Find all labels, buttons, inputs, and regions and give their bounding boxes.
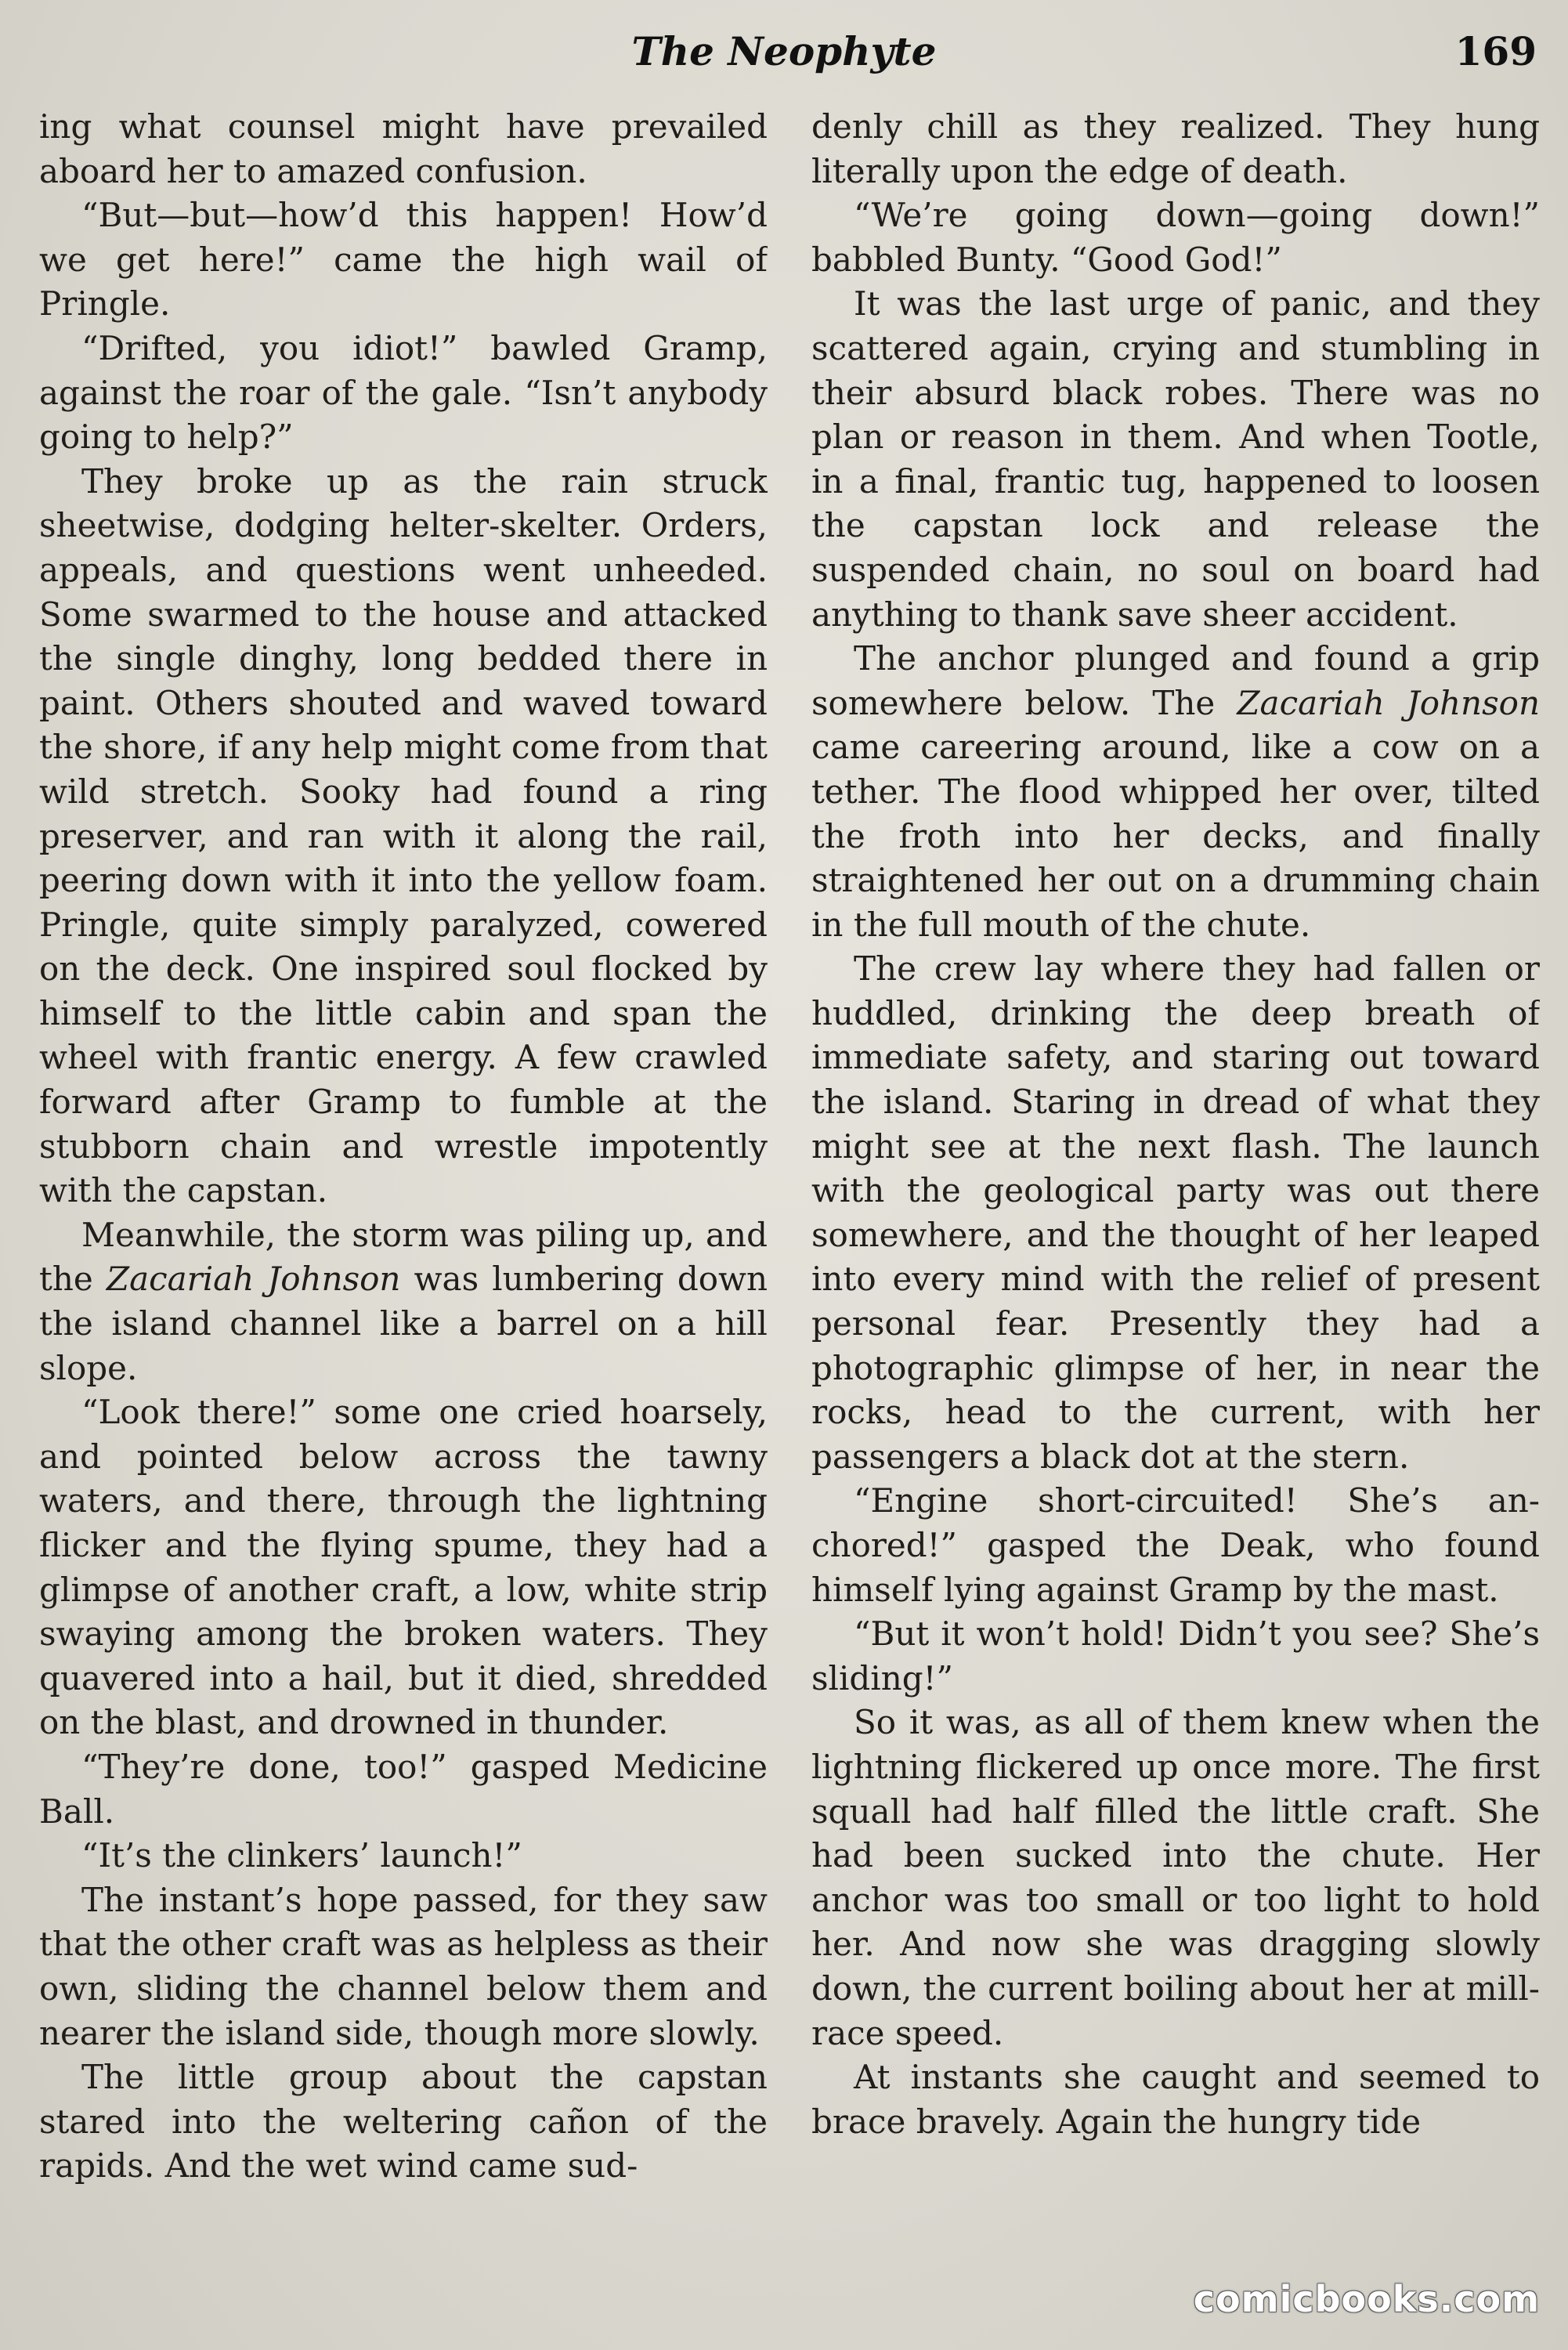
paragraph: “Look there!” some one cried hoarsely, and pointed below across the tawny waters, and there, through the lightning flicker and the flying spume, they had a glimpse of another craft, a low, white strip swaying among the broken waters. They quavered into a hail, but it died, shredded on the blast, and drowned in thunder.: [39, 1393, 768, 1742]
paragraph: The little group about the capstan stared into the weltering cañon of the rapids. And the wet wind came sud-: [39, 2058, 768, 2186]
paragraph: “But it won’t hold! Didn’t you see? She’s sliding!”: [811, 1614, 1540, 1697]
paragraph-text: was lumbering down the island channel like a barrel on a hill slope.: [39, 1260, 768, 1387]
paragraph-text: came careering around, like a cow on a tether. The flood whipped her over, tilted the froth into her decks, and finally straightened her out on a drumming chain in the full mouth of the chute.: [811, 728, 1540, 944]
paragraph: “It’s the clinkers’ launch!”: [81, 1836, 522, 1875]
watermark: comicbooks.com: [1193, 2278, 1540, 2320]
paragraph: “We’re going down—going down!” babbled Bunty. “Good God!”: [811, 196, 1540, 279]
paragraph: They broke up as the rain struck sheetwise, dodging helter-skelter. Orders, appeals, and questions went unheeded. Some swarmed to the house and attacked the single dinghy, long bedded there in paint. Others shouted and waved toward the shore, if any help might come from that wild stretch. Sooky had found a ring preserver, and ran with it along the rail, peering down with it into the yellow foam. Pringle, quite simply paralyzed, cowered on the deck. One inspired soul flocked by himself to the little cabin and span the wheel with frantic energy. A few crawled forward after Gramp to fumble at the stubborn chain and wrestle impotently with the capstan.: [39, 461, 768, 1210]
ship-name: Zacariah Johnson: [106, 1260, 401, 1299]
paragraph: “Drifted, you idiot!” bawled Gramp, against the roar of the gale. “Isn’t anybody going to help?”: [39, 328, 768, 457]
paragraph-text: The anchor plunged and found a grip somewhere below. The: [811, 639, 1540, 722]
paragraph: The crew lay where they had fallen or huddled, drinking the deep breath of immediate safety, and staring out toward the island. Staring in dread of what they might see at the next flash. The launch with the geological party was out there somewhere, and the thought of her leaped into every mind with the relief of present personal fear. Presently they had a photographic glimpse of her, in near the rocks, head to the current, with her passengers a black dot at the stern.: [811, 949, 1540, 1476]
paragraph: So it was, as all of them knew when the lightning flickered up once more. The first squall had half filled the little craft. She had been sucked into the chute. Her anchor was too small or too light to hold her. And now she was dragging slowly down, the current boiling about her at mill-race speed.: [811, 1703, 1540, 2052]
paragraph: [811, 637, 1540, 947]
paragraph: At instants she caught and seemed to brace bravely. Again the hungry tide: [811, 2058, 1540, 2141]
page-number: 169: [1454, 28, 1537, 74]
right-text-column: [811, 105, 1540, 2330]
paragraph: “They’re done, too!” gasped Medicine Ball.: [39, 1747, 768, 1831]
paragraph: It was the last urge of panic, and they scattered again, crying and stumbling in their absurd black robes. There was no plan or reason in them. And when Tootle, in a final, frantic tug, happened to loosen the capstan lock and release the suspended chain, no soul on board had anything to thank save sheer accident.: [811, 284, 1540, 634]
paragraph-text: Meanwhile, the storm was piling up, and the: [39, 1215, 768, 1299]
paragraph: denly chill as they realized. They hung literally upon the edge of death.: [811, 107, 1540, 190]
paragraph: The instant’s hope passed, for they saw that the other craft was as helpless as their own, sliding the channel below them and nearer the island side, though more slowly.: [39, 1880, 768, 2052]
running-title: The Neophyte: [631, 28, 937, 74]
left-text-column: [39, 105, 768, 2330]
paragraph: [39, 1213, 768, 1390]
ship-name: Zacariah Johnson: [1237, 683, 1540, 722]
paragraph: ing what counsel might have prevailed aboard her to amazed confusion.: [39, 107, 768, 190]
paragraph: “But—but—how’d this happen! How’d we get here!” came the high wail of Pringle.: [39, 196, 768, 324]
paragraph: “Engine short-circuited! She’s anchored!” gasped the Deak, who found himself lying against Gramp by the mast.: [811, 1481, 1540, 1609]
running-header: [0, 22, 1568, 81]
